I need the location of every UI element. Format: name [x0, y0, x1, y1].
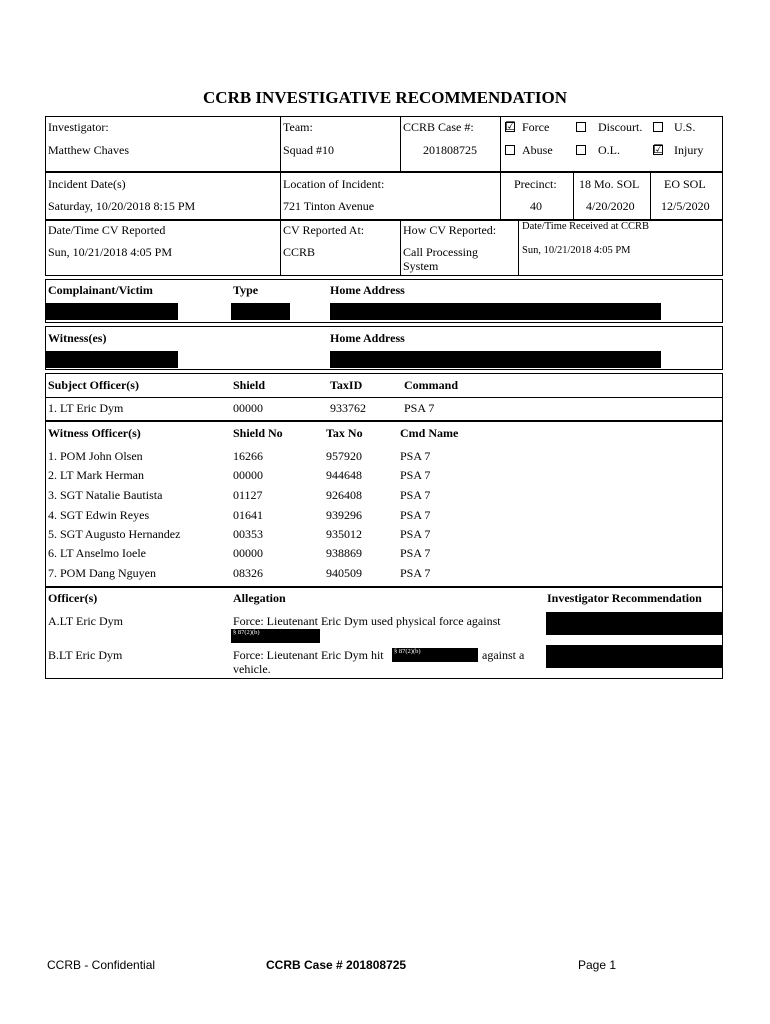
- witness-officers-section: [45, 421, 723, 587]
- subject-command-header: Command: [404, 378, 459, 392]
- redaction: [330, 303, 661, 320]
- page-title: CCRB INVESTIGATIVE RECOMMENDATION: [203, 88, 567, 107]
- table-cell: 944648: [326, 468, 362, 482]
- reported-at-label: CV Reported At:: [283, 223, 365, 237]
- footer-case-number: CCRB Case # 201808725: [266, 958, 407, 972]
- us-checkbox[interactable]: [653, 122, 663, 132]
- cv-reported-value: Sun, 10/21/2018 4:05 PM: [48, 245, 173, 259]
- precinct-value: 40: [530, 199, 542, 213]
- subject-taxid-header: TaxID: [330, 378, 363, 392]
- footer-page-number: Page 1: [578, 958, 617, 972]
- table-cell: 08326: [233, 566, 263, 580]
- witness-address-header: Home Address: [330, 331, 405, 345]
- allegation-b-text-3: vehicle.: [233, 662, 271, 676]
- force-checkbox[interactable]: [505, 119, 516, 133]
- table-cell: PSA 7: [400, 488, 431, 502]
- footer-confidential: CCRB - Confidential: [47, 958, 156, 972]
- allegation-header: Allegation: [233, 591, 286, 605]
- force-label: Force: [522, 120, 550, 134]
- table-cell: 935012: [326, 527, 362, 541]
- table-cell: PSA 7: [400, 527, 431, 541]
- redaction-code: § 87(2)(b): [233, 629, 260, 636]
- ol-label: O.L.: [598, 143, 620, 157]
- subject-shield-header: Shield: [233, 378, 266, 392]
- injury-label: Injury: [674, 143, 704, 157]
- incident-date-label: Incident Date(s): [48, 177, 126, 191]
- redaction: [330, 351, 661, 368]
- witness-header: Witness(es): [48, 331, 107, 345]
- table-row: 7. POM Dang Nguyen: [48, 566, 156, 580]
- subject-officer-taxid: 933762: [330, 401, 366, 415]
- subject-officer-header: Subject Officer(s): [48, 378, 139, 392]
- allegation-b-officer: B.LT Eric Dym: [48, 648, 123, 662]
- recommendation-header: Investigator Recommendation: [547, 591, 702, 605]
- table-cell: 16266: [233, 449, 263, 463]
- witness-officer-header: Witness Officer(s): [48, 426, 141, 440]
- sol18-value: 4/20/2020: [586, 199, 635, 213]
- case-value: 201808725: [423, 143, 477, 157]
- witness-cmd-header: Cmd Name: [400, 426, 459, 440]
- how-reported-label: How CV Reported:: [403, 223, 497, 237]
- redaction-code: § 87(2)(b): [394, 648, 421, 655]
- redaction: [546, 612, 722, 635]
- witness-tax-header: Tax No: [326, 426, 363, 440]
- abuse-label: Abuse: [522, 143, 553, 157]
- injury-checkbox[interactable]: [653, 142, 664, 156]
- eosol-label: EO SOL: [664, 177, 706, 191]
- subject-officer-shield: 00000: [233, 401, 263, 415]
- table-cell: 957920: [326, 449, 362, 463]
- table-cell: 01127: [233, 488, 263, 502]
- subject-officer-name: 1. LT Eric Dym: [48, 401, 124, 415]
- team-label: Team:: [283, 120, 313, 134]
- table-cell: PSA 7: [400, 449, 431, 463]
- table-cell: 940509: [326, 566, 362, 580]
- abuse-checkbox[interactable]: [505, 145, 515, 155]
- redaction: [392, 648, 478, 662]
- redaction: [231, 303, 290, 320]
- received-label: Date/Time Received at CCRB: [522, 221, 650, 232]
- witness-shield-header: Shield No: [233, 426, 283, 440]
- table-cell: 938869: [326, 546, 362, 560]
- team-value: Squad #10: [283, 143, 334, 157]
- redaction: [546, 645, 722, 668]
- table-cell: PSA 7: [400, 546, 431, 560]
- subject-officer-command: PSA 7: [404, 401, 435, 415]
- table-cell: 00000: [233, 468, 263, 482]
- eosol-value: 12/5/2020: [661, 199, 710, 213]
- table-row: 3. SGT Natalie Bautista: [48, 488, 163, 502]
- us-label: U.S.: [674, 120, 696, 134]
- check-icon: ☑: [653, 142, 664, 156]
- how-reported-value-1: Call Processing: [403, 245, 478, 259]
- table-cell: 00000: [233, 546, 263, 560]
- discourt-checkbox[interactable]: [576, 122, 586, 132]
- table-row: 1. POM John Olsen: [48, 449, 143, 463]
- complainant-type-header: Type: [233, 283, 259, 297]
- investigator-value: Matthew Chaves: [48, 143, 129, 157]
- allegation-b-text-2: against a: [482, 648, 525, 662]
- ol-checkbox[interactable]: [576, 145, 586, 155]
- table-row: 6. LT Anselmo Ioele: [48, 546, 146, 560]
- redaction: [231, 629, 320, 643]
- allegation-b-text: Force: Lieutenant Eric Dym hit: [233, 648, 384, 662]
- table-cell: PSA 7: [400, 566, 431, 580]
- allegation-officer-header: Officer(s): [48, 591, 98, 605]
- incident-date-value: Saturday, 10/20/2018 8:15 PM: [48, 199, 196, 213]
- received-value: Sun, 10/21/2018 4:05 PM: [522, 245, 631, 256]
- table-cell: PSA 7: [400, 508, 431, 522]
- table-cell: 939296: [326, 508, 362, 522]
- check-icon: ☑: [505, 119, 516, 133]
- table-cell: 926408: [326, 488, 362, 502]
- discourt-label: Discourt.: [598, 120, 643, 134]
- complainant-address-header: Home Address: [330, 283, 405, 297]
- case-label: CCRB Case #:: [403, 120, 474, 134]
- location-value: 721 Tinton Avenue: [283, 199, 375, 213]
- table-cell: 00353: [233, 527, 263, 541]
- table-cell: PSA 7: [400, 468, 431, 482]
- how-reported-value-2: System: [403, 259, 439, 273]
- redaction: [46, 351, 178, 368]
- location-label: Location of Incident:: [283, 177, 385, 191]
- complainant-header: Complainant/Victim: [48, 283, 153, 297]
- allegation-a-text: Force: Lieutenant Eric Dym used physical force against: [233, 614, 501, 628]
- reported-at-value: CCRB: [283, 245, 316, 259]
- investigator-label: Investigator:: [48, 120, 109, 134]
- sol18-label: 18 Mo. SOL: [579, 177, 640, 191]
- table-row: 5. SGT Augusto Hernandez: [48, 527, 181, 541]
- table-row: 2. LT Mark Herman: [48, 468, 144, 482]
- redaction: [46, 303, 178, 320]
- allegation-a-officer: A.LT Eric Dym: [48, 614, 123, 628]
- table-row: 4. SGT Edwin Reyes: [48, 508, 150, 522]
- precinct-label: Precinct:: [514, 177, 557, 191]
- cv-reported-label: Date/Time CV Reported: [48, 223, 166, 237]
- table-cell: 01641: [233, 508, 263, 522]
